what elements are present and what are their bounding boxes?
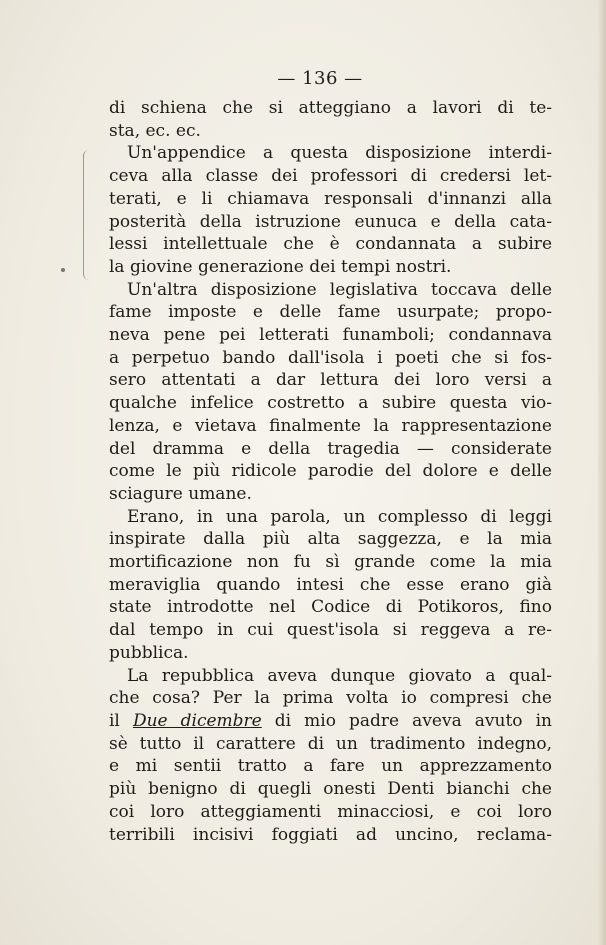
text-line: sta, ec. ec. (109, 120, 201, 141)
text-line (109, 710, 552, 733)
text-line: sero attentati a dar lettura dei loro versi a (109, 370, 552, 391)
text-line: del dramma e della tragedia — considerate (109, 438, 552, 459)
text-line: qualche infelice costretto a subire questa vio- (109, 393, 552, 414)
margin-dot-mark (61, 268, 65, 272)
text-line: mortificazione non fu sì grande come la mia (109, 552, 552, 573)
text-line: inspirate dalla più alta saggezza, e la mia (109, 529, 552, 550)
text-line: pubblica. (109, 642, 189, 663)
page-edge (598, 0, 606, 945)
page-number: — 136 — (277, 68, 363, 89)
text-fragment: il (109, 710, 120, 731)
text-line: ceva alla classe dei professori di credersi let- (109, 166, 552, 187)
text-line: lessi intellettuale che è condannata a subire (109, 234, 552, 255)
text-line: lenza, e vietava finalmente la rappresentazione (109, 415, 552, 436)
text-line: la giovine generazione dei tempi nostri. (109, 256, 452, 277)
text-line: terati, e li chiamava responsali d'innanzi alla (109, 188, 552, 209)
text-line: che cosa? Per la prima volta io compresi che (109, 688, 552, 709)
body-text (109, 97, 552, 846)
text-line: e mi sentii tratto a fare un apprezzamento (109, 756, 552, 777)
text-line: Erano, in una parola, un complesso di leggi (127, 506, 552, 527)
text-line: Un'appendice a questa disposizione interdi- (127, 143, 552, 164)
text-line: fame imposte e delle fame usurpate; propo- (109, 302, 552, 323)
text-line: dal tempo in cui quest'isola si reggeva a re- (109, 620, 552, 641)
text-line: più benigno di quegli onesti Denti bianchi che (109, 779, 552, 800)
text-line: a perpetuo bando dall'isola i poeti che si fos- (109, 347, 552, 368)
text-line: terribili incisivi foggiati ad uncino, reclama- (109, 824, 552, 845)
text-line: meraviglia quando intesi che esse erano già (109, 574, 552, 595)
text-line: sciagure umane. (109, 483, 252, 504)
text-line: sè tutto il carattere di un tradimento indegno, (109, 733, 552, 754)
text-line: neva pene pei letterati funamboli; condannava (109, 325, 552, 346)
text-line: posterità della istruzione eunuca e della cata- (109, 211, 552, 232)
text-fragment: di mio padre aveva avuto in (274, 710, 552, 731)
italic-title: Due dicembre (132, 710, 262, 731)
text-line: Un'altra disposizione legislativa toccava delle (127, 279, 552, 300)
text-line: come le più ridicole parodie del dolore e delle (109, 461, 552, 482)
text-line: coi loro atteggiamenti minacciosi, e coi loro (109, 801, 552, 822)
margin-pencil-mark (83, 150, 92, 280)
text-line: di schiena che si atteggiano a lavori di te- (109, 98, 552, 118)
text-line: La repubblica aveva dunque giovato a qual- (127, 665, 552, 686)
text-line: state introdotte nel Codice di Potikoros, fino (109, 597, 552, 618)
